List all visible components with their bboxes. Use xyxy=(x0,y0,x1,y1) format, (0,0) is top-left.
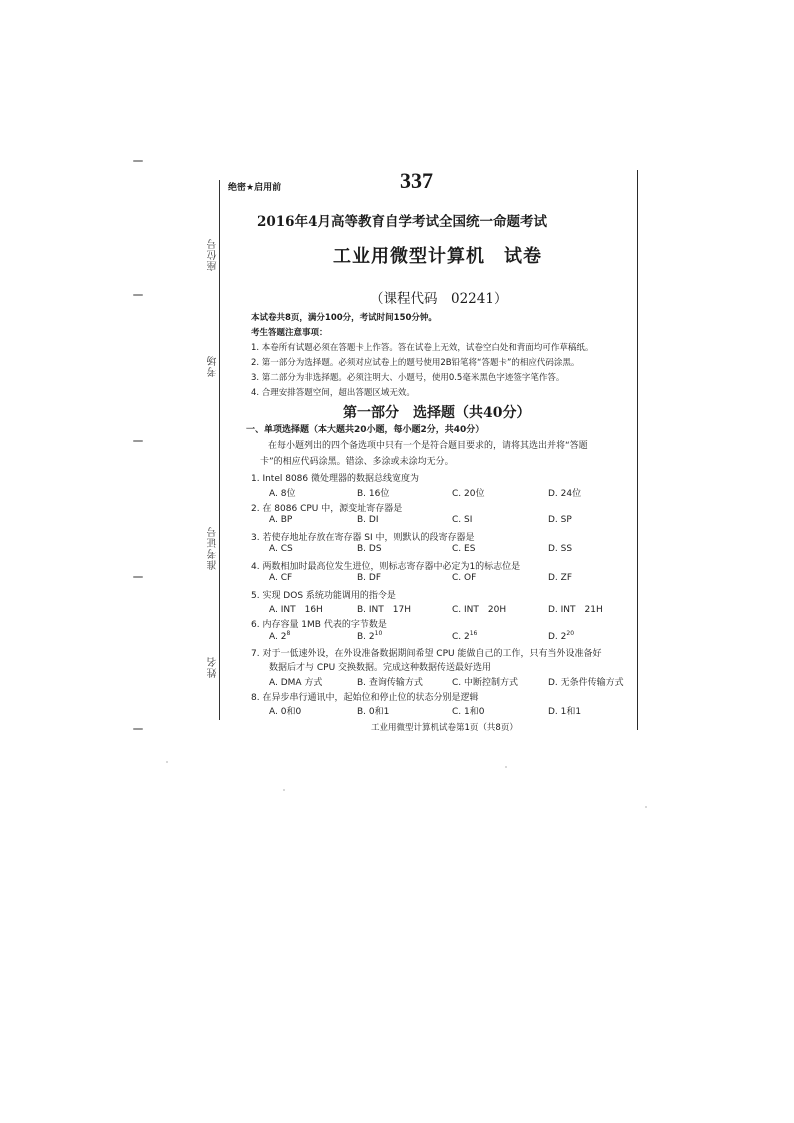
paper-code: 337 xyxy=(400,168,433,193)
option-c: C. 20位 xyxy=(452,489,485,499)
question-3: 3. 若使存地址存放在寄存器 SI 中，则默认的段寄存器是 xyxy=(251,533,475,543)
course-code: （课程代码 02241） xyxy=(370,291,508,307)
option-a: A. 0和0 xyxy=(269,707,302,717)
notice-line: 本试卷共8页，满分100分，考试时间150分钟。 xyxy=(251,313,437,323)
question-7-cont: 数据后才与 CPU 交换数据。完成这种数据传送最好选用 xyxy=(269,663,492,673)
notice-line: 4. 合理安排答题空间，超出答题区域无效。 xyxy=(251,388,415,398)
option-c: C. ES xyxy=(452,544,476,554)
section-instruction: 在每小题列出的四个备选项中只有一个是符合题目要求的，请将其选出并将“答题 xyxy=(268,441,588,451)
option-c: C. $2^{16}$ xyxy=(452,630,478,642)
right-border-line xyxy=(637,170,638,730)
notice-line: 2. 第一部分为选择题。必须对应试卷上的题号使用2B铅笔将“答题卡”的相应代码涂黑。 xyxy=(251,358,580,368)
option-d: D. 24位 xyxy=(548,489,582,499)
question-8: 8. 在异步串行通讯中，起始位和停止位的状态分别是逻辑 xyxy=(251,693,479,703)
question-1: 1. Intel 8086 微处理器的数据总线宽度为 xyxy=(251,474,419,484)
section-heading: 一、单项选择题（本大题共20小题，每小题2分，共40分） xyxy=(246,425,485,435)
ticket-label: 准考证号 xyxy=(208,526,219,570)
option-d: D. $2^{20}$ xyxy=(548,630,575,642)
scan-dot xyxy=(283,789,285,791)
option-b: B. 0和1 xyxy=(357,707,390,717)
option-c: C. 中断控制方式 xyxy=(452,678,519,688)
option-c: C. SI xyxy=(452,515,473,525)
scan-dot xyxy=(166,761,168,763)
seat-label: 座位号 xyxy=(208,238,219,271)
question-6: 6. 内存容量 1MB 代表的字节数是 xyxy=(251,620,387,630)
option-d: D. 1和1 xyxy=(548,707,582,717)
option-b: B. DF xyxy=(357,573,382,583)
notice-line: 考生答题注意事项： xyxy=(251,328,328,338)
part1-title: 第一部分 选择题（共40分） xyxy=(343,405,531,421)
exam-title: 2016年4月高等教育自学考试全国统一命题考试 xyxy=(257,214,547,230)
option-a: A. BP xyxy=(269,515,293,525)
option-d: D. SP xyxy=(548,515,572,525)
page-footer: 工业用微型计算机试卷第1页（共8页） xyxy=(371,723,518,733)
option-a: A. 8位 xyxy=(269,489,296,499)
option-b: B. DS xyxy=(357,544,382,554)
option-a: A. DMA 方式 xyxy=(269,678,323,688)
scan-mark xyxy=(133,440,143,442)
paper-title: 工业用微型计算机 试卷 xyxy=(333,246,542,267)
option-d: D. 无条件传输方式 xyxy=(548,678,624,688)
scan-mark xyxy=(133,576,143,578)
option-b: B. INT 17H xyxy=(357,605,412,615)
secret-label: 绝密★启用前 xyxy=(228,183,282,193)
option-a: A. INT 16H xyxy=(269,605,323,615)
option-b: B. $2^{10}$ xyxy=(357,630,383,642)
notice-line: 3. 第二部分为非选择题。必须注明大、小题号，使用0.5毫米黑色字迹签字笔作答。 xyxy=(251,373,565,383)
question-2: 2. 在 8086 CPU 中，源变址寄存器是 xyxy=(251,504,403,514)
question-5: 5. 实现 DOS 系统功能调用的指令是 xyxy=(251,591,396,601)
option-c: C. OF xyxy=(452,573,477,583)
notice-line: 1. 本卷所有试题必须在答题卡上作答。答在试卷上无效，试卷空白处和背面均可作草稿纸。 xyxy=(251,343,594,353)
section-instruction: 卡”的相应代码涂黑。错涂、多涂或未涂均无分。 xyxy=(260,457,454,467)
option-d: D. ZF xyxy=(548,573,572,583)
option-d: D. INT 21H xyxy=(548,605,603,615)
exam-room-label: 考场 xyxy=(208,355,219,377)
scan-dot xyxy=(645,806,647,808)
name-label: 姓名 xyxy=(208,656,219,678)
option-c: C. 1和0 xyxy=(452,707,485,717)
question-4: 4. 两数相加时最高位发生进位，则标志寄存器中必定为1的标志位是 xyxy=(251,562,521,572)
scan-mark xyxy=(133,728,143,730)
scan-mark xyxy=(133,294,143,296)
scan-mark xyxy=(133,160,143,162)
option-c: C. INT 20H xyxy=(452,605,507,615)
option-a: A. CF xyxy=(269,573,293,583)
option-b: B. 16位 xyxy=(357,489,390,499)
option-d: D. SS xyxy=(548,544,573,554)
scan-dot xyxy=(505,766,507,768)
question-7: 7. 对于一低速外设，在外设准备数据期间希望 CPU 能做自己的工作，只有当外设准备好 xyxy=(251,649,602,659)
option-a: A. $2^8$ xyxy=(269,630,291,642)
option-b: B. DI xyxy=(357,515,379,525)
option-a: A. CS xyxy=(269,544,293,554)
option-b: B. 查询传输方式 xyxy=(357,678,423,688)
